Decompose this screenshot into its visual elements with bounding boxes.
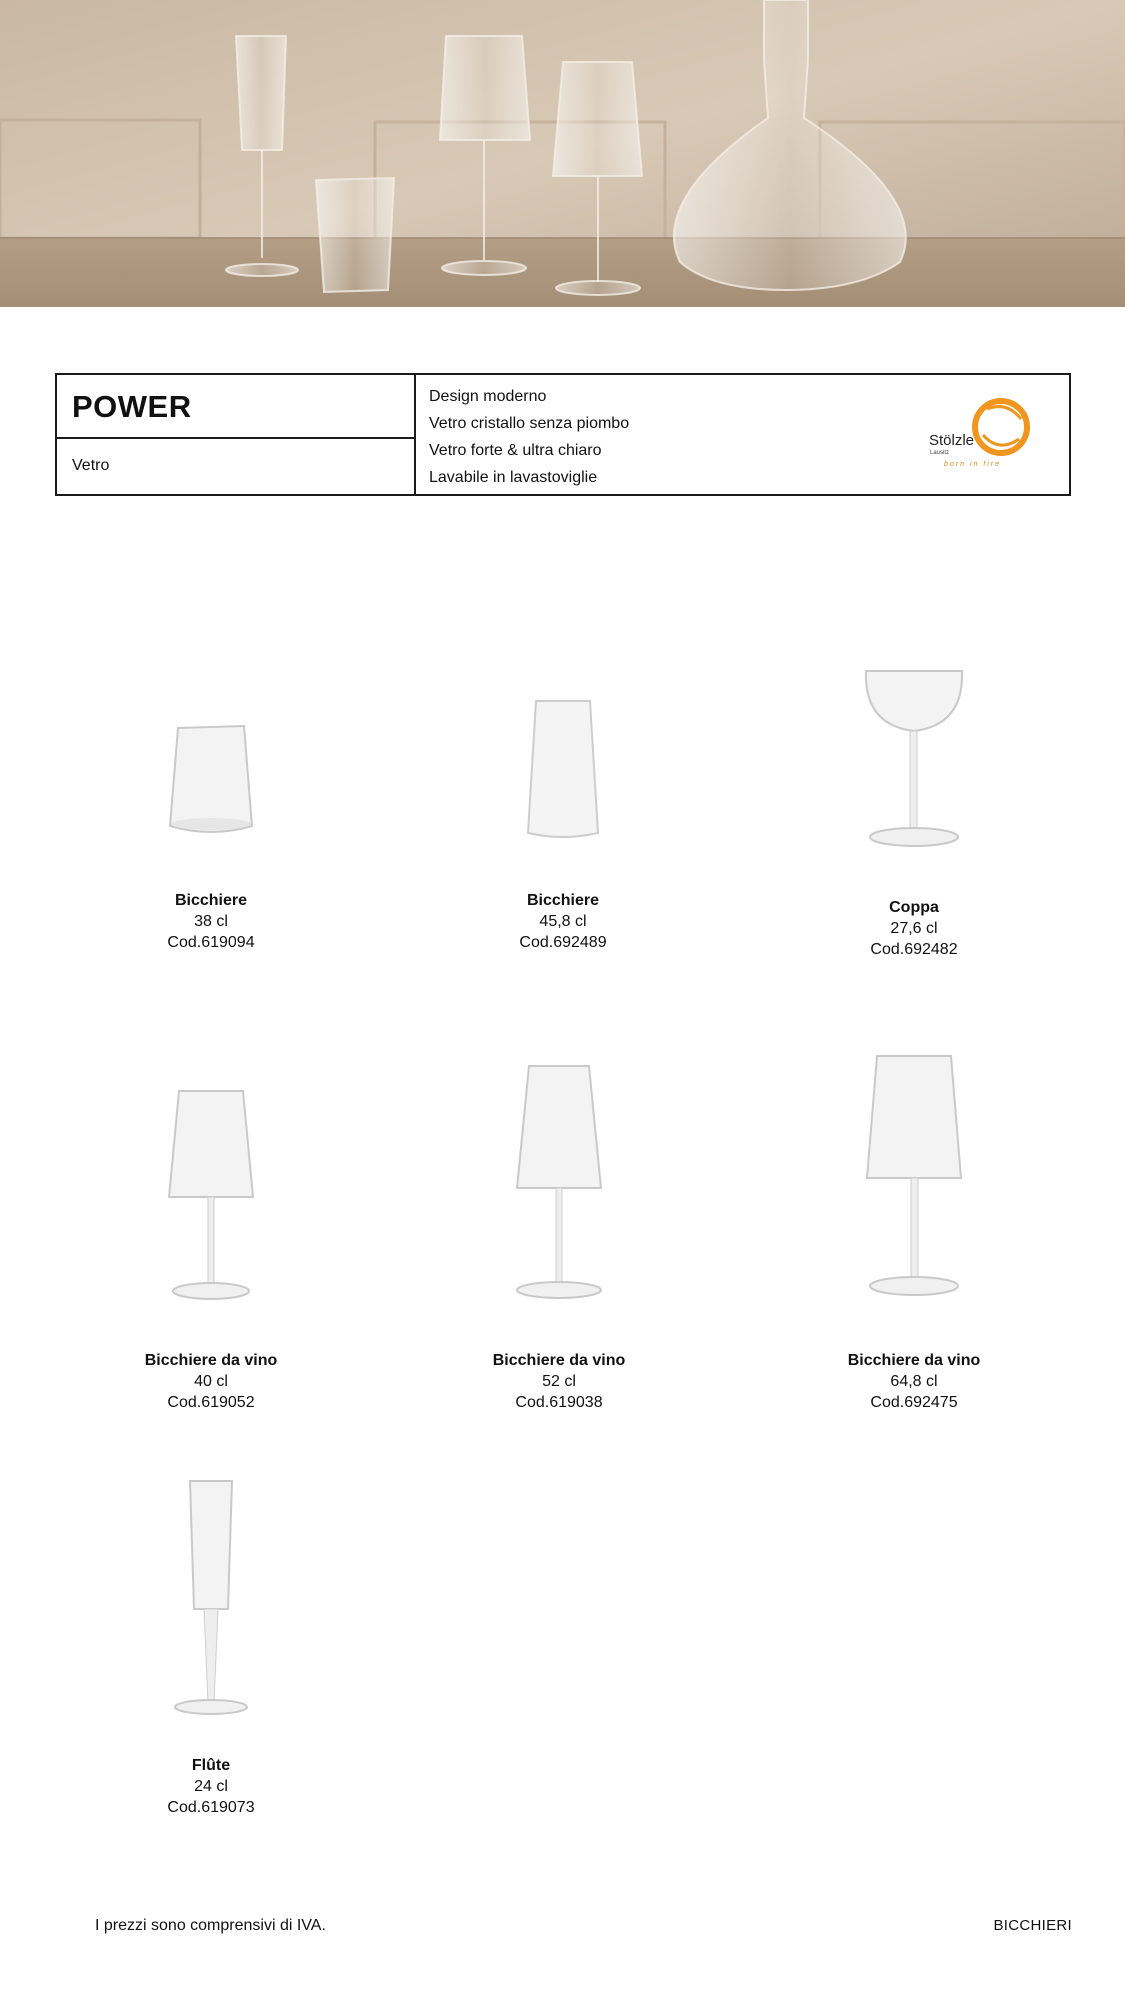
collection-title: POWER <box>72 389 192 424</box>
collection-title-cell <box>57 375 414 439</box>
product-card <box>81 1475 341 1816</box>
wine-glass-icon <box>161 1085 261 1305</box>
product-code: Cod.692482 <box>870 941 958 958</box>
product-name: Coppa <box>889 899 939 916</box>
footer-vat-note: I prezzi sono comprensivi di IVA. <box>95 1917 326 1934</box>
product-name: Bicchiere da vino <box>847 1352 981 1369</box>
product-card <box>81 720 341 951</box>
footer-section-label: BICCHIERI <box>993 1917 1072 1934</box>
brand-tagline: born in fire <box>944 461 1002 468</box>
product-code: Cod.619038 <box>515 1394 603 1411</box>
product-code: Cod.619094 <box>167 934 255 951</box>
product-code: Cod.692489 <box>519 934 607 951</box>
product-card <box>429 1060 689 1411</box>
product-size: 40 cl <box>194 1373 228 1390</box>
product-code: Cod.619052 <box>167 1394 255 1411</box>
collection-material: Vetro <box>72 457 110 474</box>
product-name: Bicchiere da vino <box>492 1352 626 1369</box>
tall-tumbler-glass-icon <box>518 695 608 845</box>
wine-glass-icon <box>509 1060 609 1305</box>
product-size: 52 cl <box>542 1373 576 1390</box>
product-size: 45,8 cl <box>539 913 587 930</box>
feature-item: Lavabile in lavastoviglie <box>429 469 598 486</box>
wine-glass-icon <box>859 1050 969 1305</box>
product-code: Cod.619073 <box>167 1799 255 1816</box>
hero-photo <box>0 0 1125 307</box>
brand-name: Stölzle <box>929 432 975 449</box>
product-card <box>81 1085 341 1411</box>
feature-list <box>429 383 629 491</box>
product-size: 27,6 cl <box>890 920 938 937</box>
collection-info-box <box>55 373 1071 496</box>
collection-info-left <box>57 375 416 494</box>
brand-logo <box>929 395 1039 475</box>
product-name: Bicchiere <box>174 892 248 909</box>
product-size: 38 cl <box>194 913 228 930</box>
product-size: 24 cl <box>194 1778 228 1795</box>
flute-glass-icon <box>166 1475 256 1725</box>
product-name: Bicchiere <box>526 892 600 909</box>
product-card <box>433 695 693 951</box>
tumbler-glass-icon <box>156 720 266 845</box>
product-size: 64,8 cl <box>890 1373 938 1390</box>
product-card <box>784 1050 1044 1411</box>
feature-item: Vetro cristallo senza piombo <box>429 415 630 432</box>
feature-item: Design moderno <box>429 388 547 405</box>
product-name: Flûte <box>191 1757 231 1774</box>
coupe-glass-icon <box>854 665 974 855</box>
product-name: Bicchiere da vino <box>144 1352 278 1369</box>
product-code: Cod.692475 <box>870 1394 958 1411</box>
brand-sub: Lausitz <box>930 450 950 456</box>
product-card <box>784 665 1044 958</box>
feature-item: Vetro forte & ultra chiaro <box>429 442 602 459</box>
